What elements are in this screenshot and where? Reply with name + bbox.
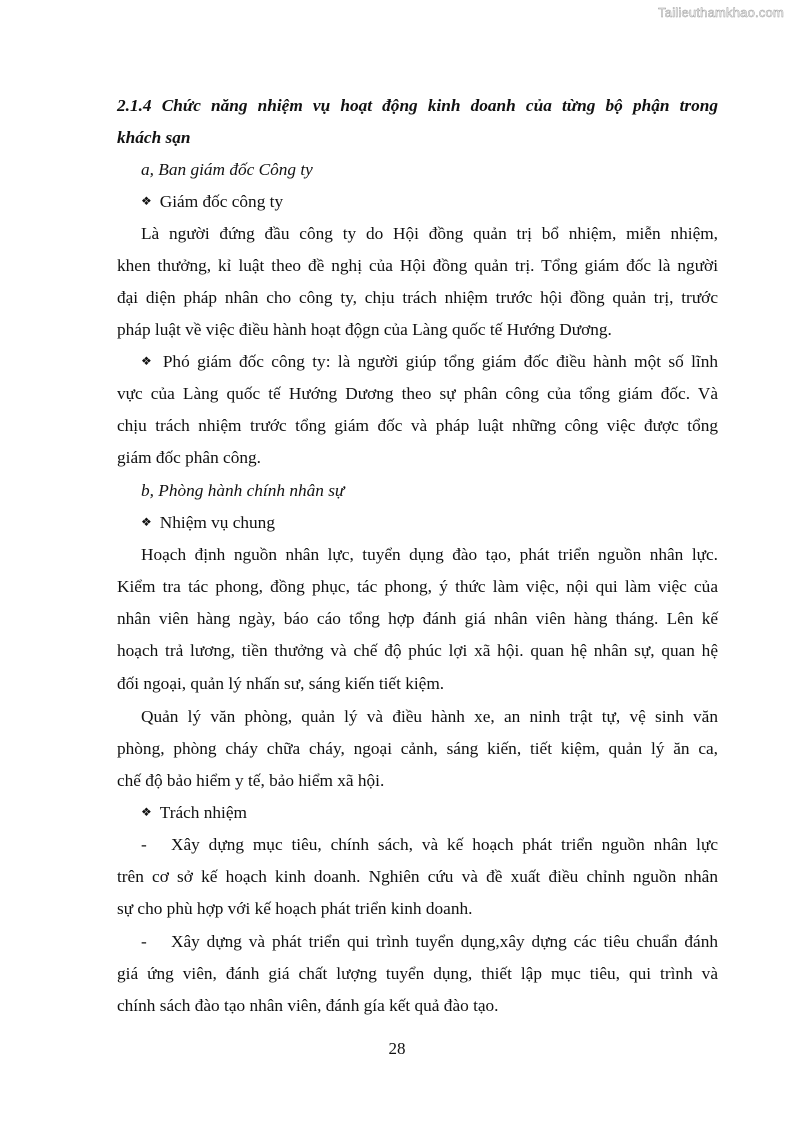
paragraph-line: đại diện pháp nhân cho công ty, chịu trách nhiệm trước hội đồng quản trị, trước (117, 288, 718, 307)
paragraph-line: phòng, phòng cháy chữa cháy, ngoại cảnh, sáng kiến, tiết kiệm, quản lý ăn ca, (117, 739, 718, 758)
paragraph-line: chịu trách nhiệm trước tổng giám đốc và pháp luật những công việc được tổng (117, 416, 718, 435)
paragraph-line: Hoạch định nguồn nhân lực, tuyển dụng đào tạo, phát triển nguồn nhân lực. (141, 545, 718, 564)
paragraph-line: đối ngoại, quản lý nhấn sư, sáng kiến tiết kiệm. (117, 674, 445, 693)
bullet-text: Nhiệm vụ chung (159, 513, 275, 532)
paragraph-line: chế độ bảo hiểm y tế, bảo hiểm xã hội. (117, 771, 385, 790)
paragraph-line: Xây dựng mục tiêu, chính sách, và kế hoạch phát triển nguồn nhân lực (171, 835, 718, 854)
paragraph-line: giá ứng viên, đánh giá chất lượng tuyển dụng, thiết lập mục tiêu, qui trình và (117, 964, 718, 983)
watermark: Tailieuthamkhao.com (658, 5, 784, 20)
subheading-b: b, Phòng hành chính nhân sự (141, 481, 345, 500)
paragraph-line: Là người đứng đầu công ty do Hội đồng quản trị bổ nhiệm, miễn nhiệm, (141, 224, 718, 243)
bullet-item (141, 803, 718, 824)
subheading-a: a, Ban giám đốc Công ty (141, 160, 313, 179)
page-number: 28 (388, 1039, 406, 1058)
paragraph-line: khen thưởng, kỉ luật theo đề nghị của Hội đồng quản trị. Tổng giám đốc là người (117, 256, 718, 275)
paragraph-line: chính sách đào tạo nhân viên, đánh gía kết quả đào tạo. (117, 996, 499, 1015)
section-heading-cont: khách sạn (117, 128, 191, 147)
paragraph-line: pháp luật về việc điều hành hoạt độgn của Làng quốc tế Hướng Dương. (117, 320, 612, 339)
paragraph-line: hoạch trả lương, tiền thưởng và chế độ phúc lợi xã hội. quan hệ nhân sự, quan hệ (117, 641, 718, 660)
paragraph-line: trên cơ sở kế hoạch kinh doanh. Nghiên cứu và đề xuất điều chỉnh nguồn nhân (117, 867, 718, 886)
paragraph-line: vực của Làng quốc tế Hướng Dương theo sự phân công của tổng giám đốc. Và (117, 384, 718, 403)
bullet-text: Trách nhiệm (159, 803, 247, 822)
bullet-text: Giám đốc công ty (159, 192, 284, 211)
dash-marker: - (141, 932, 147, 951)
paragraph-line: giám đốc phân công. (117, 448, 261, 467)
paragraph-line: Kiểm tra tác phong, đồng phục, tác phong, ý thức làm việc, nội qui làm việc của (117, 577, 718, 596)
bullet-item (141, 192, 718, 213)
bullet-text: Phó giám đốc công ty: là người giúp tổng giám đốc điều hành một số lĩnh (162, 352, 718, 371)
paragraph-line: Xây dựng và phát triển qui trình tuyển dụng,xây dựng các tiêu chuẩn đánh (171, 932, 718, 951)
section-heading: 2.1.4 Chức năng nhiệm vụ hoạt động kinh doanh của từng bộ phận trong (117, 96, 718, 115)
bullet-item (141, 352, 718, 373)
dash-item (141, 835, 718, 855)
paragraph-line: nhân viên hàng ngày, báo cáo tổng hợp đánh giá nhân viên hàng tháng. Lên kế (117, 609, 718, 628)
paragraph-line: sự cho phù hợp với kế hoạch phát triển kinh doanh. (117, 899, 473, 918)
dash-marker: - (141, 835, 147, 854)
bullet-item (141, 513, 718, 534)
dash-item (141, 932, 718, 952)
paragraph-line: Quản lý văn phòng, quản lý và điều hành xe, an ninh trật tự, vệ sinh văn (141, 707, 718, 726)
